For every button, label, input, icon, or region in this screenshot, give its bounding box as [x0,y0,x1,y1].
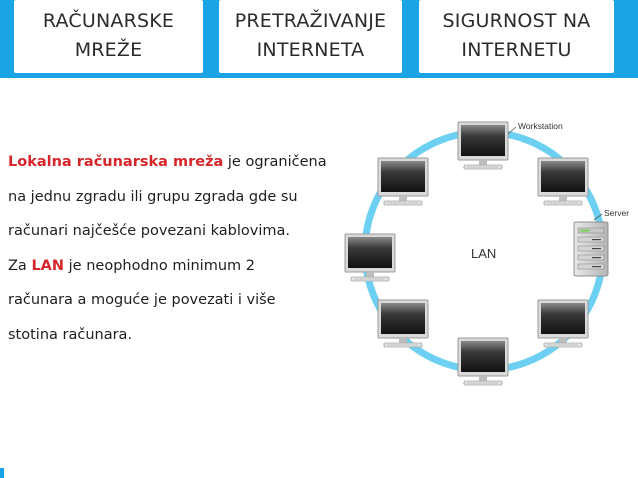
server-label: Server [604,208,630,218]
text-fragment: Za [8,257,32,274]
text-line: na jednu zgradu ili grupu zgrada gde su [8,188,298,205]
workstation-label: Workstation [518,121,563,131]
workstation-upper-right-monitor-icon [538,158,588,205]
tab-label-line1: SIGURNOST NA [442,10,591,32]
text-fragment: je neophodno minimum 2 [64,257,255,274]
slide-accent-marker [0,468,4,478]
text-line: računari najčešće povezani kablovima. [8,223,290,239]
text-fragment: je ograničena [223,154,327,170]
tab-label-line2: INTERNETA [256,39,365,61]
lan-diagram [330,110,638,478]
tab-label-line2: INTERNETU [461,39,572,61]
workstation-bottom-monitor-icon [458,338,508,385]
tab-sigurnost-na-internetu[interactable] [419,0,614,73]
workstation-lower-left-monitor-icon [378,300,428,347]
workstation-upper-left-monitor-icon [378,158,428,205]
text-line [8,249,328,284]
tab-label-line2: MREŽE [74,39,143,61]
tab-label-line1: PRETRAŽIVANJE [234,10,387,32]
term-highlight: Lokalna računarska mreža [8,154,224,170]
text-line: stotina računara. [8,326,133,343]
tab-label-line1: RAČUNARSKE [42,10,175,32]
workstation-lower-right-monitor-icon [538,300,588,347]
lan-center-label: LAN [471,246,497,261]
workstation-left-monitor-icon [345,234,395,281]
tab-racunarske-mreze[interactable] [14,0,203,73]
lan-highlight: LAN [31,257,65,274]
text-line: računara a moguće je povezati i više [8,292,276,308]
lan-ring-diagram [330,110,638,478]
server-icon [574,222,608,276]
text-line [8,145,328,180]
top-navigation-bar [0,0,638,78]
tab-pretrazivanje-interneta[interactable] [219,0,402,73]
workstation-top-monitor-icon [458,122,508,169]
lan-description [8,145,328,352]
